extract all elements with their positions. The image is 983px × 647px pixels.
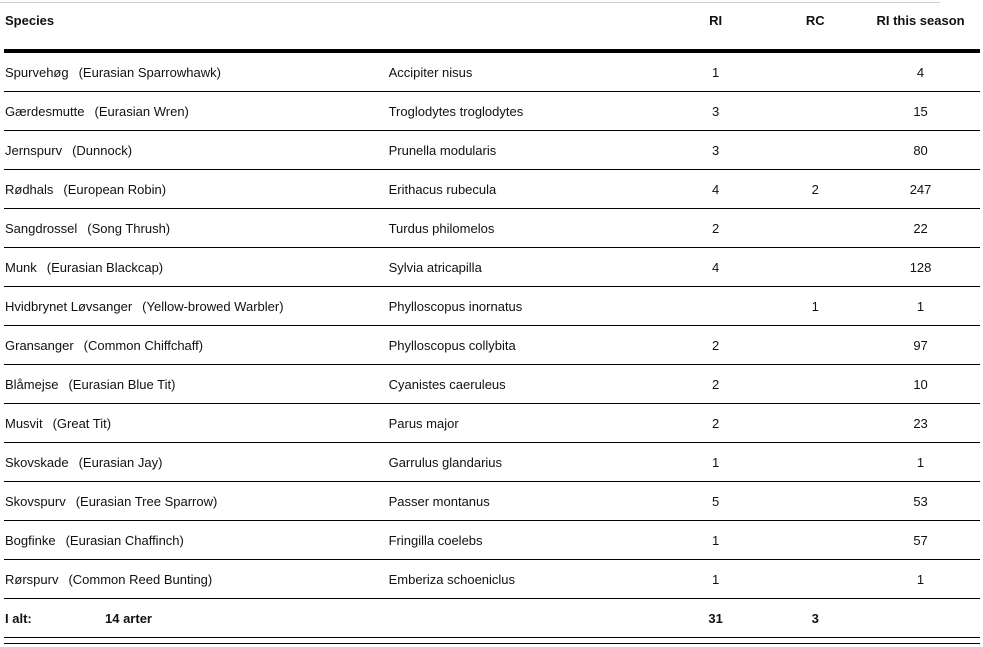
- ri-this-season-value: 97: [861, 326, 980, 365]
- rc-value: [769, 51, 861, 92]
- english-name: (Eurasian Chaffinch): [65, 532, 184, 548]
- ri-value: 1: [662, 51, 769, 92]
- english-name: (Dunnock): [72, 142, 133, 158]
- english-name: (Common Reed Bunting): [68, 571, 213, 587]
- latin-name: Passer montanus: [385, 482, 662, 521]
- table-body: [4, 51, 980, 599]
- total-latin-cell: [385, 599, 662, 638]
- species-cell: [4, 482, 385, 521]
- rc-value: [769, 209, 861, 248]
- danish-name: Blåmejse: [5, 376, 59, 392]
- rc-value: [769, 404, 861, 443]
- danish-name: Rødhals: [5, 181, 54, 197]
- rc-value: [769, 248, 861, 287]
- ri-value: 2: [662, 365, 769, 404]
- table-row: [4, 404, 980, 443]
- rc-value: [769, 365, 861, 404]
- table-row: [4, 170, 980, 209]
- species-cell: [4, 131, 385, 170]
- total-cell: [4, 599, 385, 638]
- total-season: [861, 599, 980, 638]
- english-name: (Song Thrush): [87, 220, 171, 236]
- rc-value: [769, 482, 861, 521]
- ri-value: 1: [662, 443, 769, 482]
- table-row: [4, 209, 980, 248]
- ri-value: 2: [662, 404, 769, 443]
- table-row: [4, 482, 980, 521]
- table-header-row: [4, 5, 980, 51]
- species-cell: [4, 443, 385, 482]
- english-name: (Eurasian Jay): [78, 454, 163, 470]
- ri-this-season-value: 23: [861, 404, 980, 443]
- latin-name: Prunella modularis: [385, 131, 662, 170]
- english-name: (Eurasian Blackcap): [46, 259, 164, 275]
- ri-this-season-value: 53: [861, 482, 980, 521]
- total-row: [4, 599, 980, 638]
- header-latin: [385, 5, 662, 51]
- species-cell: [4, 521, 385, 560]
- ri-value: 3: [662, 92, 769, 131]
- ri-this-season-value: 1: [861, 443, 980, 482]
- total-species-count: 14 arter: [105, 610, 152, 626]
- table-row: [4, 326, 980, 365]
- header-species: Species: [4, 5, 385, 51]
- latin-name: Erithacus rubecula: [385, 170, 662, 209]
- latin-name: Cyanistes caeruleus: [385, 365, 662, 404]
- danish-name: Jernspurv: [5, 142, 63, 158]
- table-row: [4, 92, 980, 131]
- danish-name: Gærdesmutte: [5, 103, 85, 119]
- bottom-rule: [4, 643, 980, 644]
- latin-name: Parus major: [385, 404, 662, 443]
- ri-value: 4: [662, 170, 769, 209]
- ri-this-season-value: 247: [861, 170, 980, 209]
- danish-name: Rørspurv: [5, 571, 59, 587]
- total-label: I alt:: [5, 610, 32, 626]
- danish-name: Skovspurv: [5, 493, 66, 509]
- header-ri: RI: [662, 5, 769, 51]
- rc-value: [769, 326, 861, 365]
- english-name: (Great Tit): [52, 415, 112, 431]
- ri-this-season-value: 57: [861, 521, 980, 560]
- english-name: (Eurasian Sparrowhawk): [78, 64, 221, 80]
- ri-this-season-value: 15: [861, 92, 980, 131]
- species-table: [4, 5, 980, 638]
- ri-this-season-value: 128: [861, 248, 980, 287]
- latin-name: Sylvia atricapilla: [385, 248, 662, 287]
- danish-name: Spurvehøg: [5, 64, 69, 80]
- danish-name: Munk: [5, 259, 37, 275]
- top-rule: [0, 2, 940, 3]
- latin-name: Accipiter nisus: [385, 51, 662, 92]
- danish-name: Skovskade: [5, 454, 69, 470]
- latin-name: Emberiza schoeniclus: [385, 560, 662, 599]
- ri-value: [662, 287, 769, 326]
- ri-value: 1: [662, 560, 769, 599]
- species-cell: [4, 92, 385, 131]
- ri-value: 3: [662, 131, 769, 170]
- header-rc: RC: [769, 5, 861, 51]
- ri-this-season-value: 80: [861, 131, 980, 170]
- latin-name: Troglodytes troglodytes: [385, 92, 662, 131]
- ri-this-season-value: 1: [861, 560, 980, 599]
- species-cell: [4, 560, 385, 599]
- species-cell: [4, 248, 385, 287]
- danish-name: Hvidbrynet Løvsanger: [5, 298, 133, 314]
- danish-name: Musvit: [5, 415, 43, 431]
- english-name: (Common Chiffchaff): [83, 337, 204, 353]
- rc-value: [769, 131, 861, 170]
- species-cell: [4, 326, 385, 365]
- ri-value: 2: [662, 326, 769, 365]
- ri-this-season-value: 1: [861, 287, 980, 326]
- table-row: [4, 443, 980, 482]
- table-row: [4, 287, 980, 326]
- rc-value: [769, 560, 861, 599]
- species-cell: [4, 287, 385, 326]
- species-cell: [4, 51, 385, 92]
- table-row: [4, 248, 980, 287]
- latin-name: Turdus philomelos: [385, 209, 662, 248]
- header-ri-this-season: RI this season: [861, 5, 980, 51]
- ri-value: 5: [662, 482, 769, 521]
- species-cell: [4, 209, 385, 248]
- total-ri: 31: [662, 599, 769, 638]
- latin-name: Phylloscopus inornatus: [385, 287, 662, 326]
- ri-value: 4: [662, 248, 769, 287]
- danish-name: Bogfinke: [5, 532, 56, 548]
- ri-this-season-value: 22: [861, 209, 980, 248]
- table-row: [4, 51, 980, 92]
- species-cell: [4, 170, 385, 209]
- table-row: [4, 521, 980, 560]
- table-row: [4, 560, 980, 599]
- table-row: [4, 131, 980, 170]
- english-name: (Eurasian Tree Sparrow): [75, 493, 218, 509]
- rc-value: [769, 521, 861, 560]
- rc-value: [769, 443, 861, 482]
- english-name: (European Robin): [63, 181, 167, 197]
- ri-this-season-value: 4: [861, 51, 980, 92]
- ri-this-season-value: 10: [861, 365, 980, 404]
- rc-value: 1: [769, 287, 861, 326]
- english-name: (Eurasian Blue Tit): [68, 376, 176, 392]
- latin-name: Fringilla coelebs: [385, 521, 662, 560]
- total-rc: 3: [769, 599, 861, 638]
- danish-name: Sangdrossel: [5, 220, 78, 236]
- latin-name: Phylloscopus collybita: [385, 326, 662, 365]
- english-name: (Yellow-browed Warbler): [142, 298, 284, 314]
- species-cell: [4, 365, 385, 404]
- species-cell: [4, 404, 385, 443]
- table-row: [4, 365, 980, 404]
- english-name: (Eurasian Wren): [94, 103, 189, 119]
- ri-value: 1: [662, 521, 769, 560]
- rc-value: 2: [769, 170, 861, 209]
- ri-value: 2: [662, 209, 769, 248]
- danish-name: Gransanger: [5, 337, 74, 353]
- rc-value: [769, 92, 861, 131]
- latin-name: Garrulus glandarius: [385, 443, 662, 482]
